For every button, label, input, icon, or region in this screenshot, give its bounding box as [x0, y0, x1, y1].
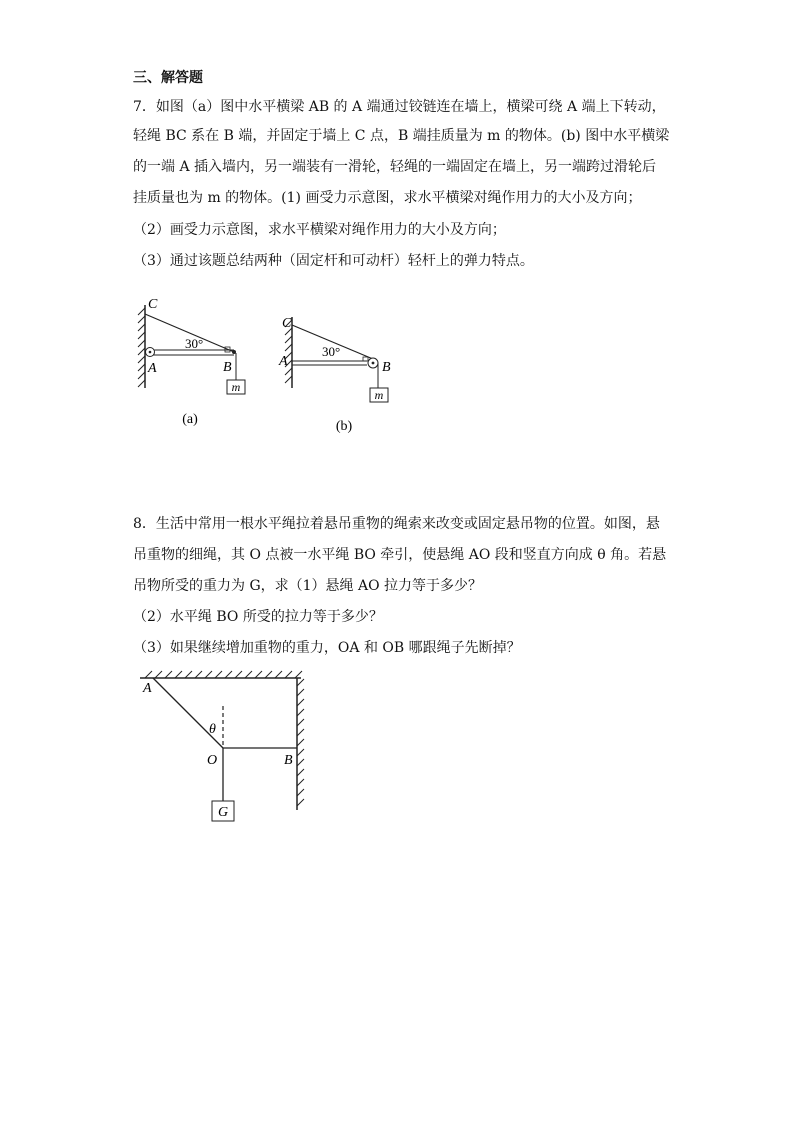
label-c-b: C: [282, 316, 292, 331]
q7-line-2: 轻绳 BC 系在 B 端，并固定于墙上 C 点，B 端挂质量为 m 的物体。(b) 图中水平横梁: [133, 128, 670, 144]
angle-label-a: 30°: [185, 336, 204, 351]
theta-label: θ: [209, 722, 216, 737]
caption-a: (a): [182, 412, 198, 427]
label-a: A: [143, 681, 152, 696]
q8-line-3: 吊物所受的重力为 G，求（1）悬绳 AO 拉力等于多少？: [133, 578, 483, 594]
q8-sub2: （2）水平绳 BO 所受的拉力等于多少？: [133, 609, 383, 625]
q7-line-4: 挂质量也为 m 的物体。(1) 画受力示意图，求水平横梁对绳作用力的大小及方向；: [133, 190, 642, 206]
right-wall: [297, 678, 304, 810]
label-c-a: C: [148, 297, 158, 312]
q7-line-1: 7．如图（a）图中水平横梁 AB 的 A 端通过铰链连在墙上，横梁可绕 A 端上下转动，: [133, 99, 666, 115]
label-b: B: [284, 753, 293, 768]
q8-line-1: 8．生活中常用一根水平绳拉着悬吊重物的绳索来改变或固定悬吊物的位置。如图，悬: [133, 516, 660, 532]
beam-ab-b: [292, 361, 367, 365]
q7-sub2: （2）画受力示意图，求水平横梁对绳作用力的大小及方向；: [133, 222, 506, 238]
q7-sub3: （3）通过该题总结两种（固定杆和可动杆）轻杆上的弹力特点。: [133, 253, 534, 269]
label-o: O: [207, 753, 218, 768]
q7-line-3: 的一端 A 插入墙内，另一端装有一滑轮，轻绳的一端固定在墙上，另一端跨过滑轮后: [133, 159, 657, 175]
wall-a: [138, 305, 145, 388]
q7-figure-a: [130, 290, 270, 435]
label-a-a: A: [148, 361, 157, 376]
q8-sub3: （3）如果继续增加重物的重力，OA 和 OB 哪跟绳子先断掉？: [133, 640, 521, 656]
ceiling: [140, 671, 302, 678]
section-title: 三、解答题: [133, 70, 203, 86]
label-b-a: B: [223, 360, 232, 375]
q8-figure: [135, 668, 315, 828]
caption-b: (b): [335, 419, 353, 434]
point-b-a: [232, 350, 236, 354]
mass-label-a: m: [231, 380, 241, 394]
angle-label-b: 30°: [322, 344, 341, 359]
q8-line-2: 吊重物的细绳，其 O 点被一水平绳 BO 牵引，使悬绳 AO 段和竖直方向成 θ 角。若悬: [133, 547, 667, 563]
rope-ao: [153, 678, 223, 748]
label-b-b: B: [382, 360, 391, 375]
label-a-b: A: [279, 354, 288, 369]
weight-label: G: [217, 805, 229, 820]
mass-label-b: m: [374, 388, 384, 402]
q7-figure-b: [275, 305, 405, 440]
